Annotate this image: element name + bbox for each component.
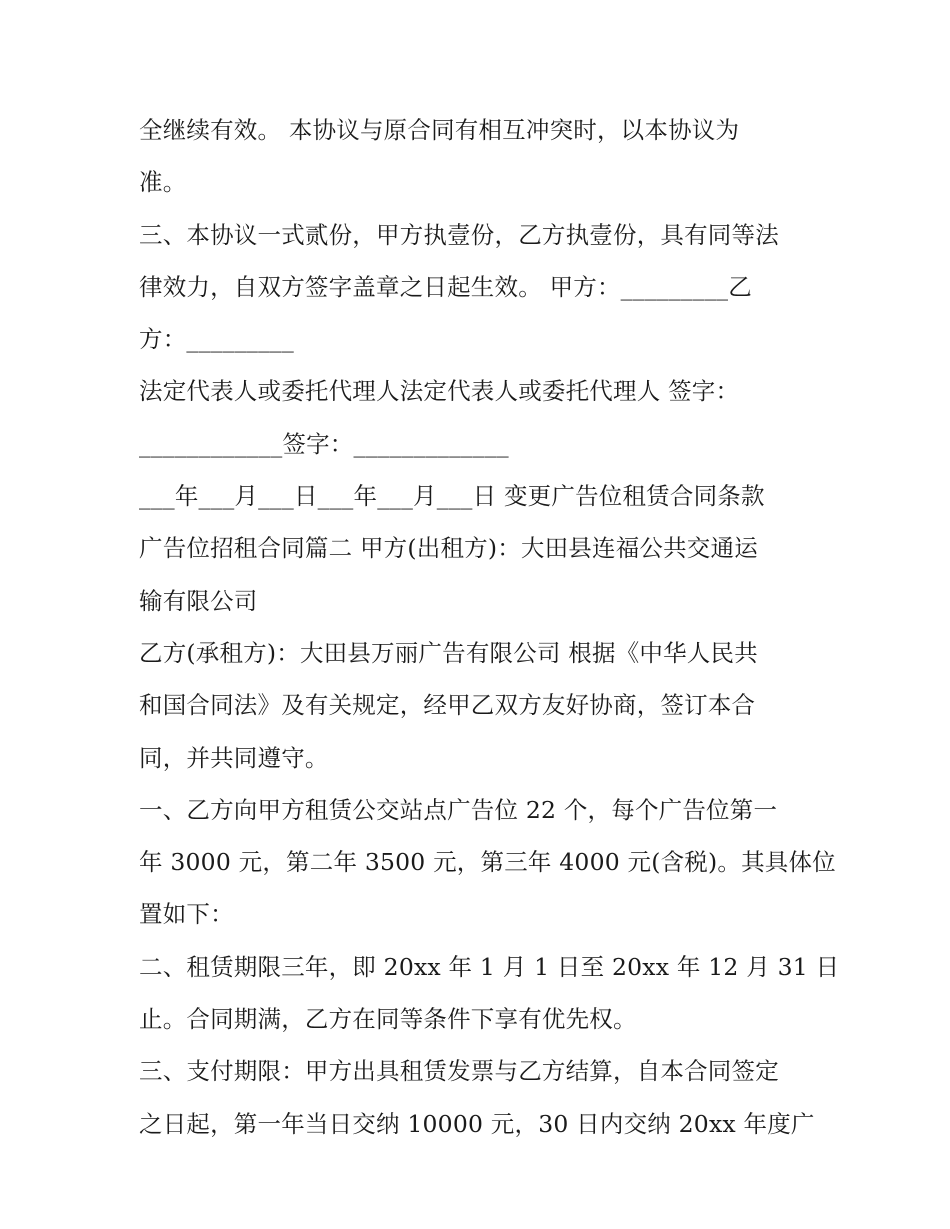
text-line: 全继续有效。 本协议与原合同有相互冲突时，以本协议为: [139, 116, 740, 144]
text-line: ____________签字：_____________: [139, 429, 509, 458]
text-line: 方：_________: [139, 325, 294, 354]
text-line: 一、乙方向甲方租赁公交站点广告位 22 个，每个广告位第一: [139, 795, 778, 824]
text-line: 之日起，第一年当日交纳 10000 元，30 日内交纳 20xx 年度广: [139, 1109, 815, 1138]
document-body: [139, 104, 840, 1150]
text-line: 准。: [139, 168, 187, 197]
text-line: 年 3000 元，第二年 3500 元，第三年 4000 元(含税)。其具体位: [139, 848, 836, 877]
text-line: 三、本协议一式贰份，甲方执壹份，乙方执壹份，具有同等法: [139, 220, 779, 249]
text-line: 广告位招租合同篇二 甲方(出租方)：大田县连福公共交通运: [139, 534, 758, 563]
text-line: 置如下：: [139, 900, 234, 929]
text-line: 输有限公司: [139, 586, 258, 615]
text-line: 止。合同期满，乙方在同等条件下享有优先权。: [139, 1005, 637, 1034]
text-line: 律效力，自双方签字盖章之日起生效。 甲方：_________乙: [139, 272, 752, 301]
text-line: 二、租赁期限三年，即 20xx 年 1 月 1 日至 20xx 年 12 月 31 日: [139, 952, 840, 981]
text-line: 法定代表人或委托代理人法定代表人或委托代理人 签字：: [139, 377, 740, 406]
text-line: 同，并共同遵守。: [139, 743, 329, 772]
text-line: 和国合同法》及有关规定，经甲乙双方友好协商，签订本合: [139, 691, 756, 720]
text-line: 乙方(承租方)：大田县万丽广告有限公司 根据《中华人民共: [139, 638, 758, 667]
text-line: ___年___月___日___年___月___日 变更广告位租赁合同条款: [139, 482, 765, 511]
text-line: 三、支付期限：甲方出具租赁发票与乙方结算，自本合同签定: [139, 1057, 779, 1086]
